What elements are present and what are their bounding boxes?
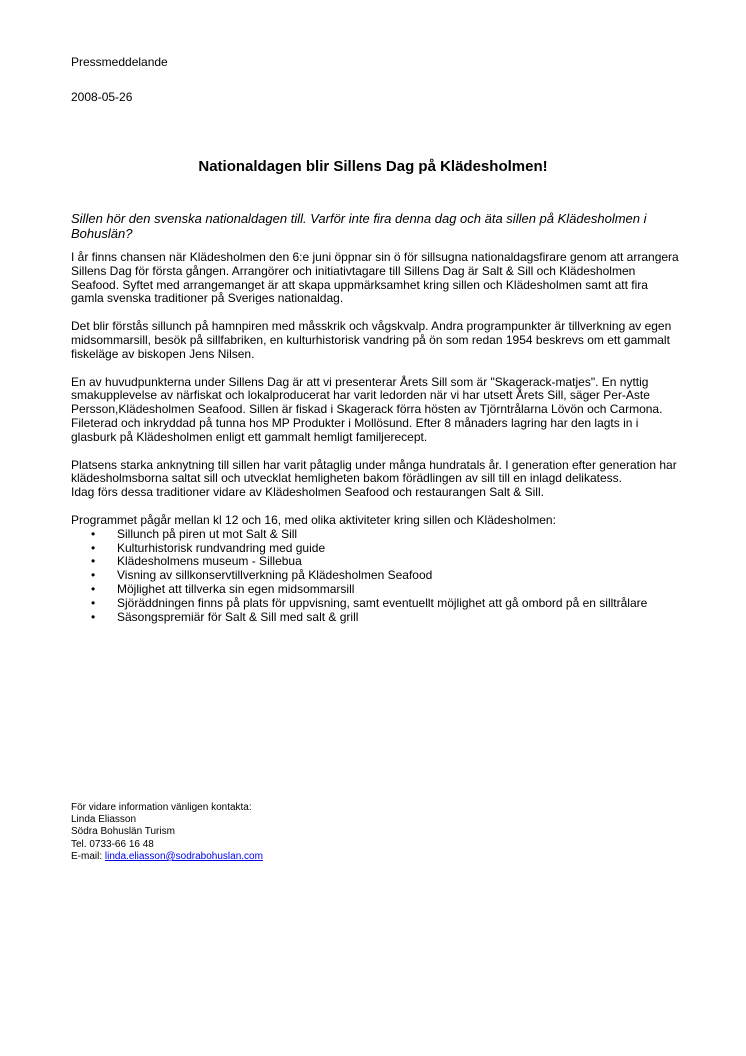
bullet-icon: • bbox=[91, 526, 96, 541]
bullet-icon: • bbox=[91, 609, 96, 624]
bullet-icon: • bbox=[91, 595, 96, 610]
list-item: • Kulturhistorisk rundvandring med guide bbox=[91, 540, 326, 555]
contact-block bbox=[71, 802, 263, 863]
article-body bbox=[71, 211, 681, 624]
paragraph-history: Platsens starka anknytning till sillen har varit påtaglig under många hundratals år. I generation efter generation har klädesholmsborna saltat sill och utvecklat hemligheten bakom förädlingen av sill till en inlagd delikatess. bbox=[71, 457, 677, 486]
document-date: 2008-05-26 bbox=[71, 90, 133, 104]
program-intro: Programmet pågår mellan kl 12 och 16, med olika aktiviteter kring sillen och Klädesholmen: bbox=[71, 512, 556, 527]
list-item: • Säsongspremiär för Salt & Sill med salt & grill bbox=[91, 609, 359, 624]
bullet-icon: • bbox=[91, 581, 96, 596]
email-link[interactable]: linda.eliasson@sodrabohuslan.com bbox=[104, 850, 263, 862]
email-label: E-mail: bbox=[71, 850, 105, 862]
list-item: • Klädesholmens museum - Sillebua bbox=[91, 554, 302, 569]
paragraph-arets-sill: En av huvudpunkterna under Sillens Dag är att vi presenterar Årets Sill som är "Skagerack-matjes". En nyttig smakupplevelse av närfiskat och lokalproducerat har varit ledorden när vi har utsett Årets Sill, säger Per-Aste Persson,Klädesholmen Seafood. Sillen är fiskad i Skagerack förra hösten av Tjörntrålarna Lövön och Carmona. Fileterad och inkryddad på tunna hos MP Produkter i Mollösund. Efter 8 månaders lagring har den lagts in i glasburk på Klädesholmen enligt ett gammalt hemligt familjerecept. bbox=[71, 374, 663, 444]
bullet-icon: • bbox=[91, 540, 96, 555]
paragraph-intro: I år finns chansen när Klädesholmen den 6:e juni öppnar sin ö för sillsugna nationaldagsfirare genom att arrangera Sillens Dag för första gången. Arrangörer och initiativtagare till Sillens Dag är Salt & Sill och Klädesholmen Seafood. Syftet med arrangemanget är att skapa uppmärksamhet kring sillen och Klädesholmen samt att fira gamla svenska traditioner på Sveriges nationaldag. bbox=[71, 250, 679, 306]
program-list bbox=[71, 528, 681, 625]
paragraph-program: Det blir förstås sillunch på hamnpiren med måsskrik och vågskvalp. Andra programpunkter är tillverkning av egen midsommarsill, besök på sillfabriken, en kulturhistorisk vandring på ön som redan 1954 beskrevs om ett gammalt fiskeläge av biskopen Jens Nilsen. bbox=[71, 319, 672, 361]
paragraph-tradition: Idag förs dessa traditioner vidare av Klädesholmen Seafood och restaurangen Salt & Sill. bbox=[71, 485, 544, 500]
list-item: • Möjlighet att tillverka sin egen midsommarsill bbox=[91, 581, 355, 596]
list-item: • Sjöräddningen finns på plats för uppvisning, samt eventuellt möjlighet att gå ombord på en silltrålare bbox=[91, 595, 648, 610]
contact-name: Linda Eliasson bbox=[71, 814, 137, 826]
bullet-icon: • bbox=[91, 554, 96, 569]
contact-org: Södra Bohuslän Turism bbox=[71, 826, 175, 838]
document-type: Pressmeddelande bbox=[71, 55, 168, 69]
contact-phone: Tel. 0733-66 16 48 bbox=[71, 838, 154, 850]
ingress: Sillen hör den svenska nationaldagen till. Varför inte fira denna dag och äta sillen på Klädesholmen i Bohuslän? bbox=[71, 211, 647, 241]
bullet-icon: • bbox=[91, 568, 96, 583]
list-item: • Sillunch på piren ut mot Salt & Sill bbox=[91, 526, 298, 541]
list-item: • Visning av sillkonservtillverkning på Klädesholmen Seafood bbox=[91, 568, 433, 583]
page-title: Nationaldagen blir Sillens Dag på Klädesholmen! bbox=[198, 158, 548, 175]
contact-email-line bbox=[71, 851, 263, 863]
contact-intro: För vidare information vänligen kontakta: bbox=[71, 802, 252, 813]
